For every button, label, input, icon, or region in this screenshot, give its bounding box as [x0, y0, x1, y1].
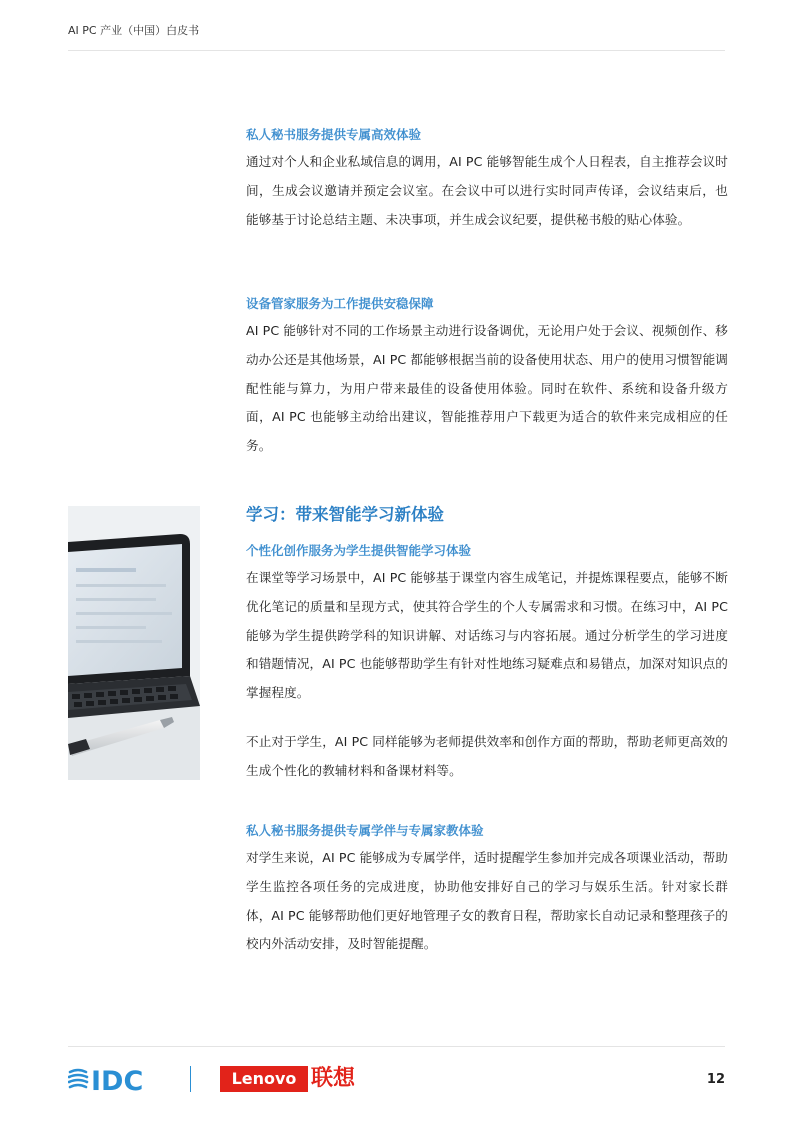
learning-section	[246, 504, 728, 786]
personalized-body-1: 在课堂等学习场景中，AI PC 能够基于课堂内容生成笔记，并提炼课程要点，能够不断优化笔记的质量和呈现方式，使其符合学生的个人专属需求和习惯。在练习中，AI PC 能够为学生提供跨学科的知识讲解、对话练习与内容拓展。通过分析学生的学习进度和错题情况，AI PC 也能够帮助学生有针对性地练习疑难点和易错点，加深对知识点的掌握程度。	[246, 570, 728, 701]
tutor-heading: 私人秘书服务提供专属学伴与专属家教体验	[246, 823, 484, 838]
tutor-body: 对学生来说，AI PC 能够成为专属学伴，适时提醒学生参加并完成各项课业活动，帮助学生监控各项任务的完成进度，协助他安排好自己的学习与娱乐生活。针对家长群体，AI PC 能够帮助他们更好地管理子女的教育日程，帮助家长自动记录和整理孩子的校内外活动安排，及时智能提醒。	[246, 850, 728, 952]
page-number: 12	[706, 1072, 725, 1087]
personalized-heading: 个性化创作服务为学生提供智能学习体验	[246, 543, 472, 558]
device-butler-heading: 设备管家服务为工作提供安稳保障	[246, 296, 434, 311]
learning-section-title: 学习：带来智能学习新体验	[246, 505, 444, 524]
tutor-block	[246, 823, 728, 959]
secretary-work-block	[246, 127, 728, 234]
header-divider	[68, 50, 725, 51]
laptop-illustration	[68, 506, 200, 780]
idc-logo-text: IDC	[91, 1066, 144, 1094]
idc-logo	[68, 1064, 168, 1094]
personalized-body-2: 不止对于学生，AI PC 同样能够为老师提供效率和创作方面的帮助，帮助老师更高效的生成个性化的教辅材料和备课材料等。	[246, 733, 728, 778]
laptop-photo	[68, 506, 200, 780]
device-butler-block	[246, 296, 728, 461]
lenovo-logo: Lenovo	[220, 1066, 308, 1092]
logo-separator	[190, 1066, 191, 1092]
footer-divider	[68, 1046, 725, 1047]
running-header: AI PC 产业（中国）白皮书	[68, 24, 200, 37]
device-butler-body: AI PC 能够针对不同的工作场景主动进行设备调优，无论用户处于会议、视频创作、移动办公还是其他场景，AI PC 都能够根据当前的设备使用状态、用户的使用习惯智能调配性能与算力，为用户带来最佳的设备使用体验。同时在软件、系统和设备升级方面，AI PC 也能够主动给出建议，智能推荐用户下载更为适合的软件来完成相应的任务。	[246, 323, 728, 454]
secretary-work-body: 通过对个人和企业私域信息的调用，AI PC 能够智能生成个人日程表，自主推荐会议时间，生成会议邀请并预定会议室。在会议中可以进行实时同声传译，会议结束后，也能够基于讨论总结主题、未决事项，并生成会议纪要，提供秘书般的贴心体验。	[246, 154, 728, 227]
secretary-work-heading: 私人秘书服务提供专属高效体验	[246, 127, 422, 142]
lenovo-cn-logo: 联想	[311, 1066, 356, 1091]
